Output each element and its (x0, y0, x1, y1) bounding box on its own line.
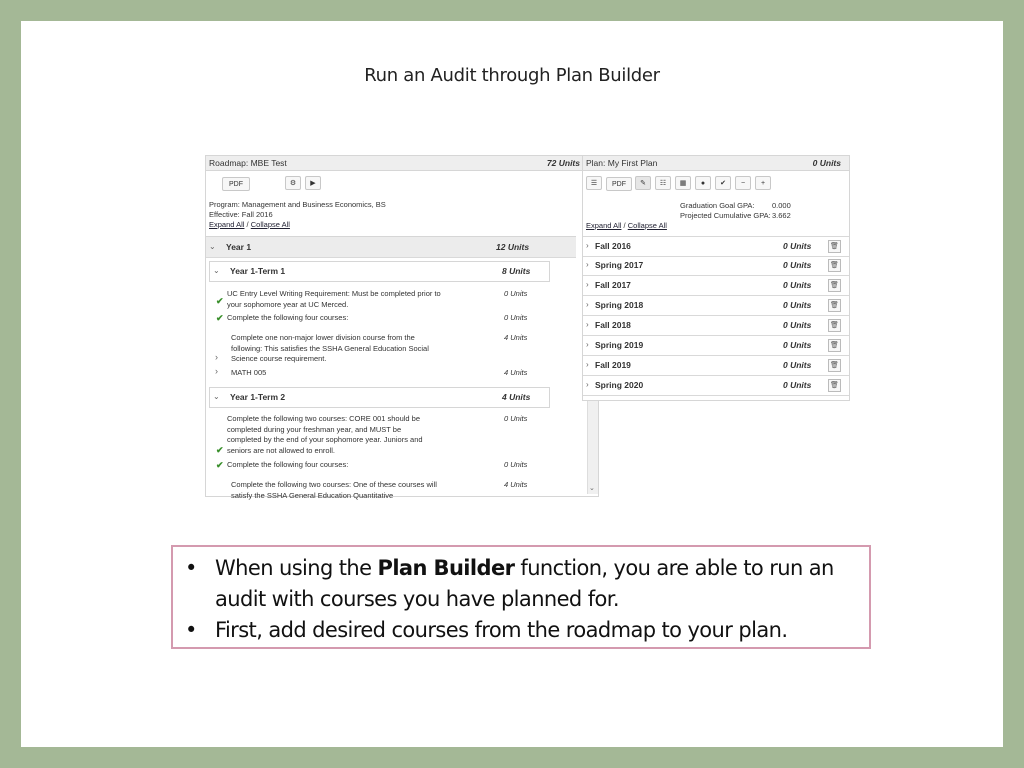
requirement-text: UC Entry Level Writing Requirement: Must be completed prior to your sophomore year at UC Merced. (227, 289, 441, 309)
instruction-text: When using the (215, 556, 378, 580)
plan-term-units: 0 Units (783, 360, 812, 370)
roadmap-header (206, 156, 598, 171)
link-separator: / (623, 221, 626, 230)
roadmap-title: Roadmap: MBE Test (209, 158, 287, 168)
term2-row[interactable] (209, 387, 550, 408)
plan-pdf-button[interactable]: PDF (606, 177, 632, 191)
play-icon: ▶ (310, 180, 316, 187)
plan-edit-button[interactable] (635, 176, 651, 190)
requirement-units-value: 0 Units (504, 460, 528, 469)
trash-icon[interactable]: 🗑 (828, 359, 841, 372)
term1-label: Year 1-Term 1 (230, 266, 286, 276)
trash-icon[interactable]: 🗑 (828, 339, 841, 352)
instructions-box (171, 545, 871, 649)
requirement-units (504, 333, 527, 344)
plan-units: 0 Units (812, 158, 841, 168)
plan-term-units: 0 Units (783, 241, 812, 251)
requirement-item[interactable] (227, 289, 442, 310)
plan-details-button[interactable] (655, 176, 671, 190)
proj-gpa-value: 3.662 (772, 211, 791, 220)
plan-term-row[interactable] (583, 276, 849, 296)
term1-units: 8 Units (502, 266, 531, 276)
gear-icon: ⚙ (289, 180, 297, 187)
trash-icon[interactable]: 🗑 (828, 319, 841, 332)
requirement-item[interactable] (227, 460, 442, 471)
plan-add-button[interactable] (755, 176, 771, 190)
term1-row[interactable] (209, 261, 550, 282)
requirement-units (504, 368, 527, 379)
plan-term-row[interactable] (583, 336, 849, 356)
trash-icon[interactable]: 🗑 (828, 379, 841, 392)
instruction-bullet (185, 615, 861, 646)
check-icon: ✔ (720, 180, 726, 187)
term2-row-inner (210, 388, 549, 407)
trash-icon[interactable]: 🗑 (828, 240, 841, 253)
plan-expand-collapse (586, 221, 667, 231)
pencil-icon: ✎ (640, 180, 646, 187)
plan-term-units: 0 Units (783, 340, 812, 350)
plan-term-units: 0 Units (783, 320, 812, 330)
plan-term-label: Spring 2017 (595, 260, 644, 270)
slide-title: Run an Audit through Plan Builder (364, 65, 660, 86)
plan-term-units: 0 Units (783, 280, 812, 290)
term2-label: Year 1-Term 2 (230, 392, 286, 402)
requirement-units-value: 4 Units (504, 333, 528, 342)
plan-term-label: Spring 2020 (595, 380, 644, 390)
plan-term-label: Spring 2019 (595, 340, 644, 350)
trash-icon[interactable]: 🗑 (828, 279, 841, 292)
link-separator: / (246, 220, 249, 229)
chevron-down-icon: ⌄ (589, 485, 595, 492)
instruction-emphasis: Plan Builder (377, 556, 515, 580)
trash-icon[interactable]: 🗑 (828, 299, 841, 312)
roadmap-effective: Effective: Fall 2016 (209, 210, 273, 219)
chevron-right-icon: › (215, 366, 218, 376)
plan-term-label: Spring 2018 (595, 300, 644, 310)
roadmap-pdf-button[interactable]: PDF (222, 177, 250, 191)
requirement-text: Complete the following two courses: CORE 001 should be completed during your freshman year, and MUST be completed by the end of your sophomore year. Juniors and seniors are not allowed to enroll. (227, 414, 423, 455)
plan-audit-button[interactable] (715, 176, 731, 190)
roadmap-collapse-all-link[interactable]: Collapse All (250, 220, 290, 229)
plan-panel (582, 155, 850, 401)
requirement-item[interactable] (231, 333, 441, 365)
plan-list-button[interactable] (586, 176, 602, 190)
requirement-item[interactable] (227, 313, 442, 324)
requirement-units-value: 4 Units (504, 368, 528, 377)
chevron-right-icon: › (586, 360, 589, 369)
plan-comment-button[interactable] (695, 176, 711, 190)
plan-title: Plan: My First Plan (586, 158, 658, 168)
chevron-right-icon: › (586, 300, 589, 309)
minus-icon: − (740, 180, 746, 187)
plan-header (583, 156, 849, 171)
plan-term-row[interactable] (583, 356, 849, 376)
instruction-text: function, you are able to run an audit with courses you have planned for. (215, 556, 834, 611)
plan-term-row[interactable] (583, 256, 849, 276)
check-icon: ✔ (216, 313, 224, 323)
roadmap-expand-collapse (209, 220, 290, 230)
year-units: 12 Units (496, 242, 530, 252)
requirement-item[interactable] (231, 368, 441, 379)
plan-term-label: Fall 2017 (595, 280, 631, 290)
chevron-right-icon: › (586, 380, 589, 389)
year-row[interactable] (206, 236, 576, 258)
requirement-units-value: 4 Units (504, 480, 528, 489)
chevron-right-icon: › (586, 260, 589, 269)
slide (21, 21, 1003, 747)
requirement-item[interactable] (227, 414, 437, 456)
plan-term-units: 0 Units (783, 380, 812, 390)
chevron-right-icon: › (586, 280, 589, 289)
term1-row-inner (210, 262, 549, 281)
check-icon: ✔ (216, 460, 224, 470)
requirement-units (504, 414, 527, 425)
roadmap-run-button[interactable] (305, 176, 321, 190)
chevron-down-icon: ⌄ (213, 266, 220, 275)
instructions-list (185, 553, 861, 646)
instruction-text: First, add desired courses from the roadmap to your plan. (215, 618, 788, 642)
roadmap-panel (205, 155, 599, 500)
requirement-item[interactable] (231, 480, 441, 500)
plan-collapse-all-link[interactable]: Collapse All (627, 221, 667, 230)
requirement-text: Complete the following four courses: (227, 460, 349, 469)
requirement-text: Complete the following two courses: One of these courses will satisfy the SSHA General Education Quantitative (231, 480, 437, 500)
term2-units: 4 Units (502, 392, 531, 402)
trash-icon[interactable]: 🗑 (828, 259, 841, 272)
grad-gpa-label: Graduation Goal GPA: (680, 201, 755, 210)
requirement-text: Complete the following four courses: (227, 313, 349, 322)
plan-term-label: Fall 2018 (595, 320, 631, 330)
chevron-right-icon: › (215, 352, 218, 362)
plan-expand-all-link[interactable]: Expand All (586, 221, 622, 230)
plan-term-row[interactable] (583, 316, 849, 336)
chevron-down-icon: ⌄ (213, 392, 220, 401)
roadmap-settings-button[interactable] (285, 176, 301, 190)
plan-term-row[interactable] (583, 376, 849, 396)
requirement-units (504, 289, 527, 300)
requirement-units-value: 0 Units (504, 313, 528, 322)
requirement-units (504, 313, 527, 324)
plan-term-units: 0 Units (783, 300, 812, 310)
roadmap-expand-all-link[interactable]: Expand All (209, 220, 245, 229)
proj-gpa-label: Projected Cumulative GPA: (680, 211, 771, 220)
requirement-units-value: 0 Units (504, 414, 528, 423)
chevron-right-icon: › (586, 340, 589, 349)
requirement-text: Complete one non-major lower division course from the following: This satisfies the SSHA General Education Social Science course requirement. (231, 333, 429, 363)
check-icon: ✔ (216, 296, 224, 306)
check-icon: ✔ (216, 445, 224, 455)
plan-term-label: Fall 2019 (595, 360, 631, 370)
plan-remove-button[interactable] (735, 176, 751, 190)
requirement-units (504, 480, 527, 491)
list-icon: ☷ (659, 180, 667, 187)
list-icon: ☰ (590, 180, 598, 187)
plan-term-row[interactable] (583, 296, 849, 316)
instruction-bullet (185, 553, 861, 615)
plan-term-label: Fall 2016 (595, 241, 631, 251)
chevron-down-icon: ⌄ (209, 242, 216, 251)
calculator-icon: ▦ (679, 180, 687, 187)
roadmap-program: Program: Management and Business Economics, BS (209, 200, 386, 209)
chevron-right-icon: › (586, 241, 589, 250)
plus-icon: + (760, 180, 766, 187)
year-label: Year 1 (226, 242, 252, 252)
plan-term-units: 0 Units (783, 260, 812, 270)
comment-icon: ● (700, 180, 706, 187)
requirement-units (504, 460, 527, 471)
requirement-text: MATH 005 (231, 368, 267, 377)
plan-term-row[interactable] (583, 236, 849, 257)
plan-calculator-button[interactable] (675, 176, 691, 190)
requirement-units-value: 0 Units (504, 289, 528, 298)
roadmap-units: 72 Units (546, 158, 580, 168)
grad-gpa-value: 0.000 (772, 201, 791, 210)
chevron-right-icon: › (586, 320, 589, 329)
